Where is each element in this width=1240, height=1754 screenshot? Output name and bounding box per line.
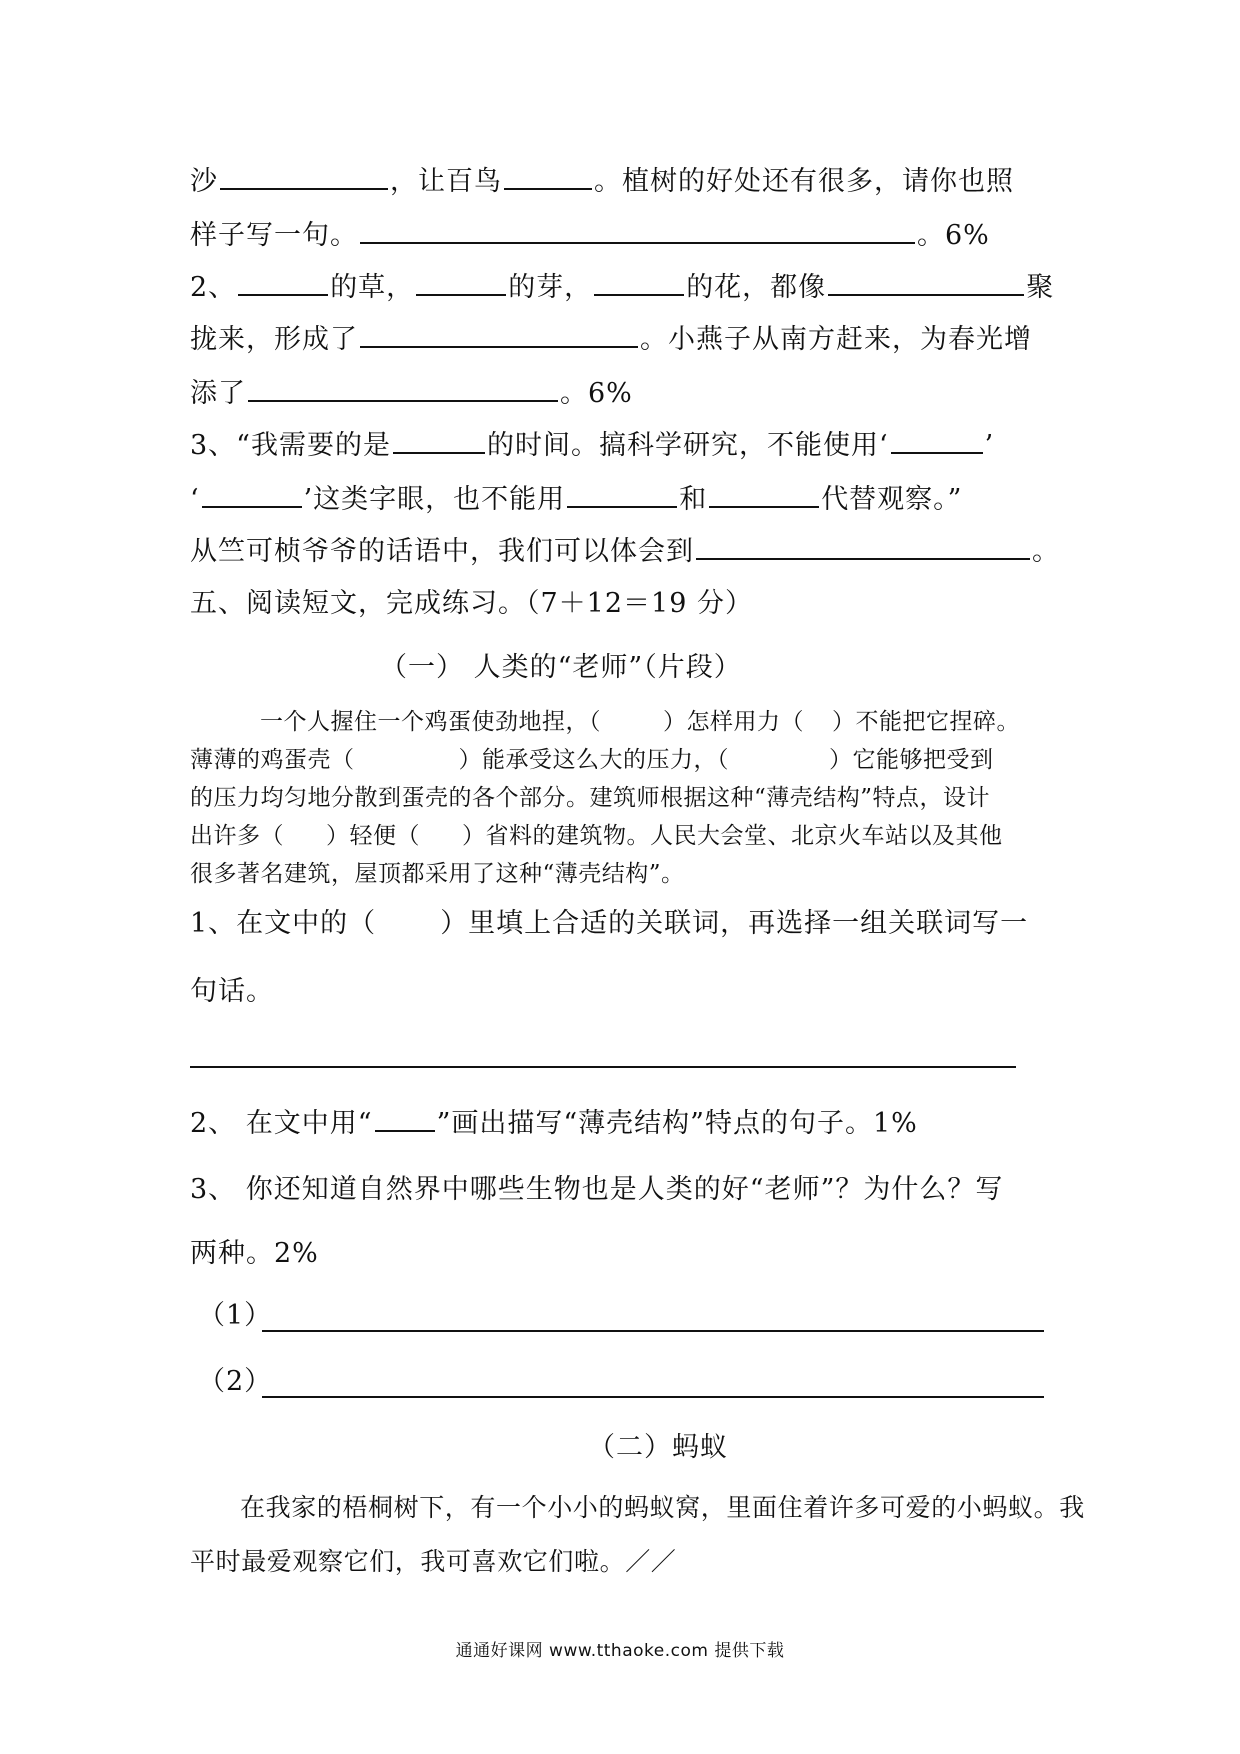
answer-line-2[interactable] (262, 1396, 1044, 1398)
passage-2-title: （二）蚂蚁 (588, 1432, 728, 1463)
text: 。小燕子从南方赶来，为春光增 (640, 324, 1032, 355)
text: 3、“我需要的是 (190, 430, 391, 461)
text: ‘ (190, 484, 200, 515)
p1-q1-line-2: 句话。 (190, 976, 274, 1007)
text: 和 (679, 484, 708, 515)
text: 。6% (917, 220, 990, 251)
answer-blank[interactable] (202, 480, 302, 508)
text: ，让百鸟 (390, 166, 502, 197)
p1-q2 (190, 1104, 918, 1142)
answer-blank[interactable] (696, 532, 1030, 560)
q3-line-2 (190, 480, 963, 518)
passage-line-1 (260, 706, 1020, 738)
text: 。6% (560, 378, 633, 409)
passage-title: （一） 人类的“老师”（片段） (380, 652, 742, 683)
answer-blank[interactable] (360, 216, 915, 244)
answer-line[interactable] (190, 1066, 1016, 1068)
text: ”画出描写“薄壳结构”特点的句子。1% (436, 1108, 918, 1139)
footer-source: 通通好课网 www.tthaoke.com 提供下载 (455, 1641, 785, 1661)
answer-blank[interactable] (238, 268, 328, 296)
answer-blank[interactable] (220, 162, 388, 190)
text: 聚 (1026, 272, 1055, 303)
underline-sample (375, 1104, 435, 1132)
text: 样子写一句。 (190, 220, 358, 251)
answer-blank[interactable] (594, 268, 684, 296)
answer-blank[interactable] (360, 320, 638, 348)
q2-line-1 (190, 268, 1054, 306)
text: 代替观察。” (821, 484, 963, 515)
text: ）怎样用力（ (663, 709, 804, 735)
answer-blank[interactable] (891, 426, 983, 454)
text: 拢来，形成了 (190, 324, 358, 355)
answer-blank[interactable] (504, 162, 592, 190)
answer-blank[interactable] (828, 268, 1024, 296)
text: ）它能够把受到 (829, 747, 994, 773)
q1-line-1 (190, 162, 1014, 200)
text: 的芽， (508, 272, 593, 303)
p1-q3-line-2: 两种。2% (190, 1238, 319, 1269)
p1-q3-line-1: 3、 你还知道自然界中哪些生物也是人类的好“老师”？为什么？写 (190, 1174, 1004, 1205)
passage-line-2 (190, 744, 994, 776)
text: ’ (984, 430, 995, 461)
q3-line-1 (190, 426, 994, 464)
q2-line-2 (190, 320, 1032, 358)
text: 从竺可桢爷爷的话语中，我们可以体会到 (190, 536, 694, 567)
text: 1、在文中的（ (190, 908, 377, 939)
text: ）能承受这么大的压力，（ (458, 747, 729, 773)
text: 薄薄的鸡蛋壳（ (190, 747, 355, 773)
answer-blank[interactable] (709, 480, 819, 508)
text: 添了 (190, 378, 246, 409)
answer-blank[interactable] (416, 268, 506, 296)
text: ’这类字眼，也不能用 (303, 484, 566, 515)
p1-q1-line-1 (190, 906, 1028, 942)
answer-line-1[interactable] (262, 1330, 1044, 1332)
answer-blank[interactable] (393, 426, 485, 454)
answer-label-1: （1） (198, 1300, 273, 1331)
text: ）不能把它捏碎。 (832, 709, 1020, 735)
passage-2-line-2: 平时最爱观察它们，我可喜欢它们啦。／／ (190, 1547, 677, 1576)
q2-line-3 (190, 374, 633, 412)
text: 。 (1032, 536, 1060, 567)
text: 的草， (330, 272, 415, 303)
section-heading: 五、阅读短文，完成练习。（7＋12＝19 分） (190, 588, 753, 619)
answer-blank[interactable] (567, 480, 677, 508)
text: 。植树的好处还有很多，请你也照 (594, 166, 1014, 197)
text: ）省料的建筑物。人民大会堂、北京火车站以及其他 (462, 823, 1003, 849)
text: 一个人握住一个鸡蛋使劲地捏，（ (260, 709, 601, 735)
passage-line-3: 的压力均匀地分散到蛋壳的各个部分。建筑师根据这种“薄壳结构”特点，设计 (190, 785, 991, 811)
text: ）轻便（ (326, 823, 420, 849)
q1-line-2 (190, 216, 990, 254)
passage-line-4 (190, 820, 1003, 852)
text: 出许多（ (190, 823, 284, 849)
text: ）里填上合适的关联词，再选择一组关联词写一 (440, 908, 1029, 939)
text: 的花，都像 (686, 272, 827, 303)
q3-line-3 (190, 532, 1060, 570)
question-number: 2、 (190, 272, 237, 303)
text: 2、 在文中用“ (190, 1108, 373, 1139)
answer-blank[interactable] (248, 374, 558, 402)
answer-label-2: （2） (198, 1366, 273, 1397)
passage-line-5: 很多著名建筑，屋顶都采用了这种“薄壳结构”。 (190, 861, 685, 887)
text: 的时间。搞科学研究，不能使用‘ (486, 430, 889, 461)
text: 沙 (190, 166, 218, 197)
passage-2-line-1: 在我家的梧桐树下，有一个小小的蚂蚁窝，里面住着许多可爱的小蚂蚁。我 (240, 1493, 1085, 1522)
